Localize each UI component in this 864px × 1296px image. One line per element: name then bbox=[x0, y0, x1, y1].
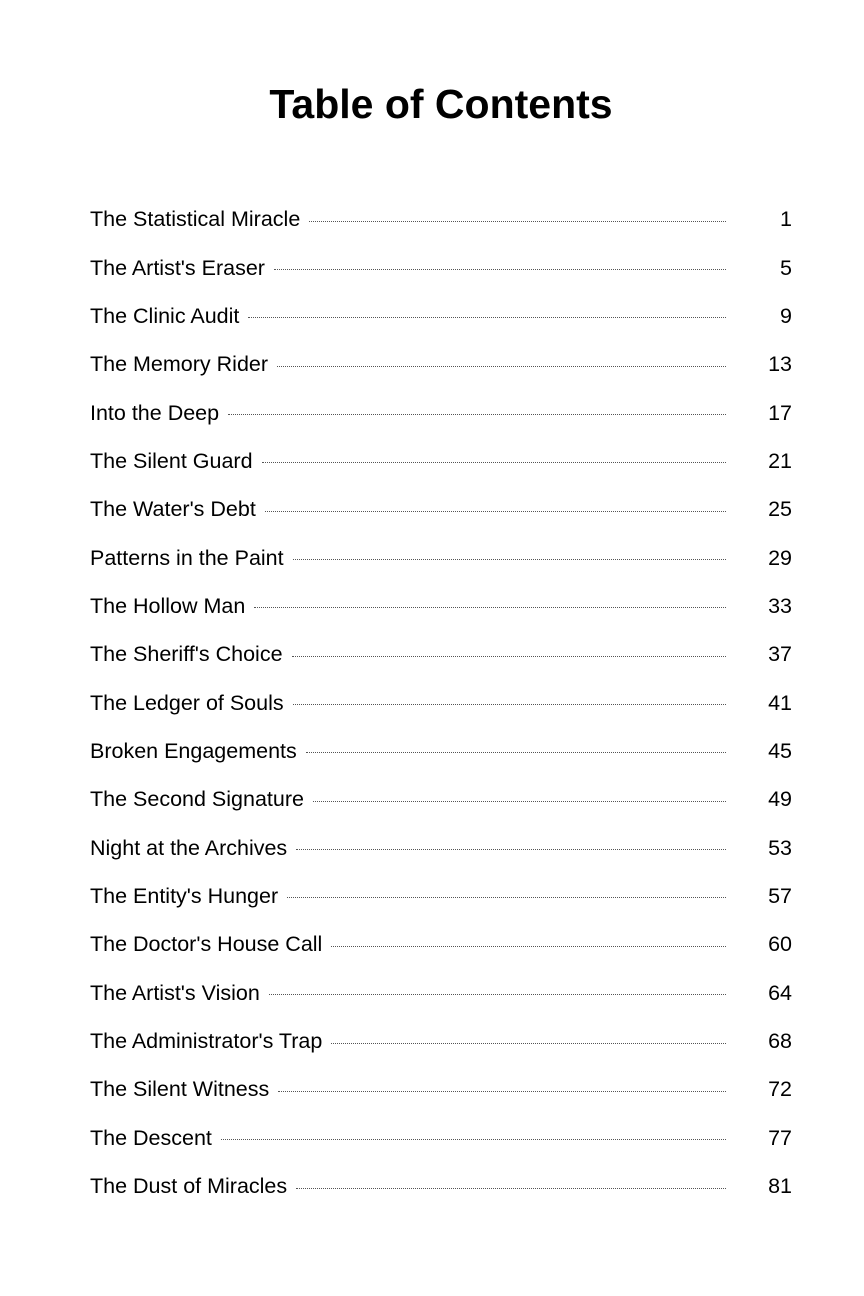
toc-entry-title: The Sheriff's Choice bbox=[90, 642, 283, 667]
toc-entry-page: 53 bbox=[768, 835, 792, 860]
toc-entry[interactable] bbox=[90, 388, 792, 436]
dot-leader bbox=[269, 994, 726, 995]
dot-leader bbox=[287, 897, 726, 898]
dot-leader bbox=[274, 269, 726, 270]
toc-entry[interactable] bbox=[90, 1065, 792, 1113]
dot-leader bbox=[262, 462, 726, 463]
toc-entry-page: 64 bbox=[768, 980, 792, 1005]
toc-entry-page: 77 bbox=[768, 1125, 792, 1150]
toc-entry-title: The Entity's Hunger bbox=[90, 883, 279, 908]
toc-entry-title: The Ledger of Souls bbox=[90, 690, 284, 715]
toc-entry-page: 21 bbox=[768, 448, 792, 473]
toc-entry-page: 29 bbox=[768, 545, 792, 570]
toc-entry-title: The Water's Debt bbox=[90, 497, 256, 522]
dot-leader bbox=[221, 1139, 726, 1140]
toc-entry-page: 37 bbox=[768, 642, 792, 667]
toc-entry-page: 33 bbox=[768, 593, 792, 618]
toc-entry[interactable] bbox=[90, 775, 792, 823]
toc-entry-title: The Silent Witness bbox=[90, 1077, 270, 1102]
toc-entry[interactable] bbox=[90, 485, 792, 533]
toc-entry-page: 49 bbox=[768, 787, 792, 812]
toc-entry[interactable] bbox=[90, 340, 792, 388]
toc-entry-page: 9 bbox=[780, 303, 792, 328]
toc-entry-title: The Hollow Man bbox=[90, 593, 246, 618]
dot-leader bbox=[331, 1043, 726, 1044]
toc-entry-title: The Administrator's Trap bbox=[90, 1029, 323, 1054]
toc-entry-title: The Descent bbox=[90, 1125, 212, 1150]
toc-entry-page: 81 bbox=[768, 1174, 792, 1199]
toc-entry[interactable] bbox=[90, 872, 792, 920]
toc-entry[interactable] bbox=[90, 533, 792, 581]
toc-entry[interactable] bbox=[90, 727, 792, 775]
toc-entry[interactable] bbox=[90, 582, 792, 630]
toc-entry[interactable] bbox=[90, 1114, 792, 1162]
toc-entry-page: 13 bbox=[768, 352, 792, 377]
dot-leader bbox=[265, 511, 726, 512]
dot-leader bbox=[313, 801, 726, 802]
toc-entry[interactable] bbox=[90, 243, 792, 291]
toc-entry-title: Night at the Archives bbox=[90, 835, 288, 860]
toc-entry[interactable] bbox=[90, 920, 792, 968]
dot-leader bbox=[309, 221, 726, 222]
toc-entry-page: 17 bbox=[768, 400, 792, 425]
dot-leader bbox=[254, 607, 726, 608]
dot-leader bbox=[292, 656, 726, 657]
toc-entry-page: 72 bbox=[768, 1077, 792, 1102]
toc-entry-page: 41 bbox=[768, 690, 792, 715]
dot-leader bbox=[331, 946, 726, 947]
page-title: Table of Contents bbox=[269, 81, 613, 127]
toc-entry-title: The Second Signature bbox=[90, 787, 304, 812]
toc-entry-page: 60 bbox=[768, 932, 792, 957]
dot-leader bbox=[278, 1091, 726, 1092]
toc-entry-page: 57 bbox=[768, 883, 792, 908]
dot-leader bbox=[296, 849, 726, 850]
dot-leader bbox=[248, 317, 726, 318]
dot-leader bbox=[228, 414, 726, 415]
toc-entry-title: The Artist's Vision bbox=[90, 980, 260, 1005]
toc-entry-page: 68 bbox=[768, 1029, 792, 1054]
toc-list bbox=[90, 195, 792, 1210]
dot-leader bbox=[293, 704, 726, 705]
dot-leader bbox=[296, 1188, 726, 1189]
toc-entry[interactable] bbox=[90, 969, 792, 1017]
toc-entry-title: The Statistical Miracle bbox=[90, 207, 301, 232]
toc-entry-page: 1 bbox=[780, 207, 792, 232]
toc-entry-title: The Silent Guard bbox=[90, 448, 253, 473]
toc-entry-title: The Doctor's House Call bbox=[90, 932, 323, 957]
toc-entry-title: Into the Deep bbox=[90, 400, 220, 425]
toc-entry-title: Patterns in the Paint bbox=[90, 545, 284, 570]
dot-leader bbox=[306, 752, 726, 753]
toc-entry-title: Broken Engagements bbox=[90, 738, 297, 763]
dot-leader bbox=[277, 366, 726, 367]
toc-entry[interactable] bbox=[90, 195, 792, 243]
dot-leader bbox=[293, 559, 726, 560]
toc-entry-page: 45 bbox=[768, 738, 792, 763]
toc-entry[interactable] bbox=[90, 678, 792, 726]
toc-entry[interactable] bbox=[90, 630, 792, 678]
toc-entry-title: The Artist's Eraser bbox=[90, 255, 265, 280]
toc-entry[interactable] bbox=[90, 292, 792, 340]
toc-entry-page: 25 bbox=[768, 497, 792, 522]
toc-entry[interactable] bbox=[90, 437, 792, 485]
toc-entry-title: The Clinic Audit bbox=[90, 303, 240, 328]
toc-entry[interactable] bbox=[90, 1162, 792, 1210]
toc-entry-title: The Dust of Miracles bbox=[90, 1174, 288, 1199]
toc-entry-page: 5 bbox=[780, 255, 792, 280]
toc-entry[interactable] bbox=[90, 823, 792, 871]
toc-entry[interactable] bbox=[90, 1017, 792, 1065]
toc-entry-title: The Memory Rider bbox=[90, 352, 269, 377]
